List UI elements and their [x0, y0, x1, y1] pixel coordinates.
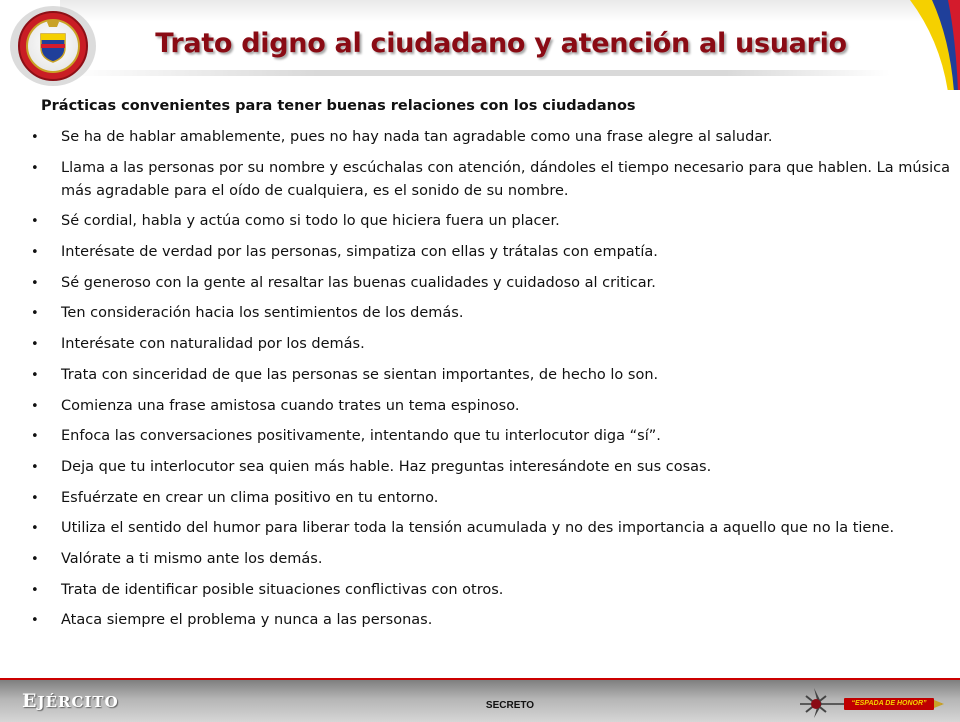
list-item-text: Comienza una frase amistosa cuando trates un tema espinoso. [61, 397, 520, 414]
bullet-icon: • [31, 551, 39, 567]
section-subtitle: Prácticas convenientes para tener buenas relaciones con los ciudadanos [41, 98, 636, 114]
list-item-text: Llama a las personas por su nombre y escúchalas con atención, dándoles el tiempo necesario para que hablen. La música más agradable para el oído de cualquiera, es el sonido de su nombre. [61, 159, 950, 199]
bullet-icon: • [31, 429, 39, 445]
list-item-text: Sé cordial, habla y actúa como si todo lo que hiciera fuera un placer. [61, 213, 560, 230]
list-item-text: Ten consideración hacia los sentimientos de los demás. [61, 305, 464, 322]
list-item [26, 395, 950, 418]
list-item-text: Deja que tu interlocutor sea quien más hable. Haz preguntas interesándote en sus cosas. [61, 458, 712, 475]
list-item [26, 364, 950, 387]
bullet-icon: • [31, 582, 39, 598]
bullet-icon: • [31, 245, 39, 261]
title-underline-band [70, 70, 890, 76]
list-item [26, 487, 950, 510]
list-item-text: Ataca siempre el problema y nunca a las personas. [61, 612, 433, 629]
list-item-text: Interésate de verdad por las personas, simpatiza con ellas y trátalas con empatía. [61, 244, 658, 261]
list-item [26, 517, 950, 540]
list-item [26, 456, 950, 479]
espada-de-honor-emblem [796, 684, 946, 720]
emblem-label: “ESPADA DE HONOR” [844, 698, 934, 710]
list-item [26, 333, 950, 356]
bullet-icon: • [31, 613, 39, 629]
bullet-icon: • [31, 214, 39, 230]
list-item [26, 548, 950, 571]
header-swoosh [60, 0, 960, 22]
list-item [26, 157, 950, 203]
practices-list [26, 126, 950, 640]
bullet-icon: • [31, 275, 39, 291]
list-item-text: Utiliza el sentido del humor para liberar toda la tensión acumulada y no des importancia a aquello que no la tiene. [61, 520, 895, 537]
list-item-text: Se ha de hablar amablemente, pues no hay nada tan agradable como una frase alegre al saludar. [61, 129, 773, 145]
footer-brand-logo [22, 690, 119, 712]
brand-rest: JÉRCITO [37, 693, 119, 711]
bullet-icon: • [31, 337, 39, 353]
army-shield-logo-icon [8, 4, 98, 88]
list-item [26, 302, 950, 325]
list-item [26, 241, 950, 264]
list-item-text: Enfoca las conversaciones positivamente, intentando que tu interlocutor diga “sí”. [61, 428, 661, 445]
colombia-flag-icon [900, 0, 960, 90]
bullet-icon: • [31, 459, 39, 475]
brand-initial: E [22, 690, 38, 712]
list-item-text: Esfuérzate en crear un clima positivo en tu entorno. [61, 489, 439, 506]
list-item-text: Trata de identificar posible situaciones conflictivas con otros. [61, 581, 504, 598]
bullet-icon: • [31, 398, 39, 414]
bullet-icon: • [31, 160, 39, 176]
list-item [26, 210, 950, 233]
list-item [26, 609, 950, 632]
bullet-icon: • [31, 130, 39, 145]
slide-footer [0, 678, 960, 722]
slide-title: Trato digno al ciudadano y atención al usuario [155, 28, 847, 59]
list-item [26, 425, 950, 448]
list-item-text: Valórate a ti mismo ante los demás. [61, 550, 323, 567]
classification-label: SECRETO [485, 700, 535, 711]
list-item-text: Interésate con naturalidad por los demás. [61, 336, 365, 353]
list-item [26, 126, 950, 149]
list-item-text: Sé generoso con la gente al resaltar las buenas cualidades y cuidadoso al criticar. [61, 274, 656, 291]
bullet-icon: • [31, 367, 39, 383]
list-item-text: Trata con sinceridad de que las personas se sientan importantes, de hecho lo son. [61, 366, 659, 383]
bullet-icon: • [31, 521, 39, 537]
bullet-icon: • [31, 306, 39, 322]
list-item [26, 579, 950, 602]
list-item [26, 272, 950, 295]
bullet-icon: • [31, 490, 39, 506]
slide-header [0, 0, 960, 90]
